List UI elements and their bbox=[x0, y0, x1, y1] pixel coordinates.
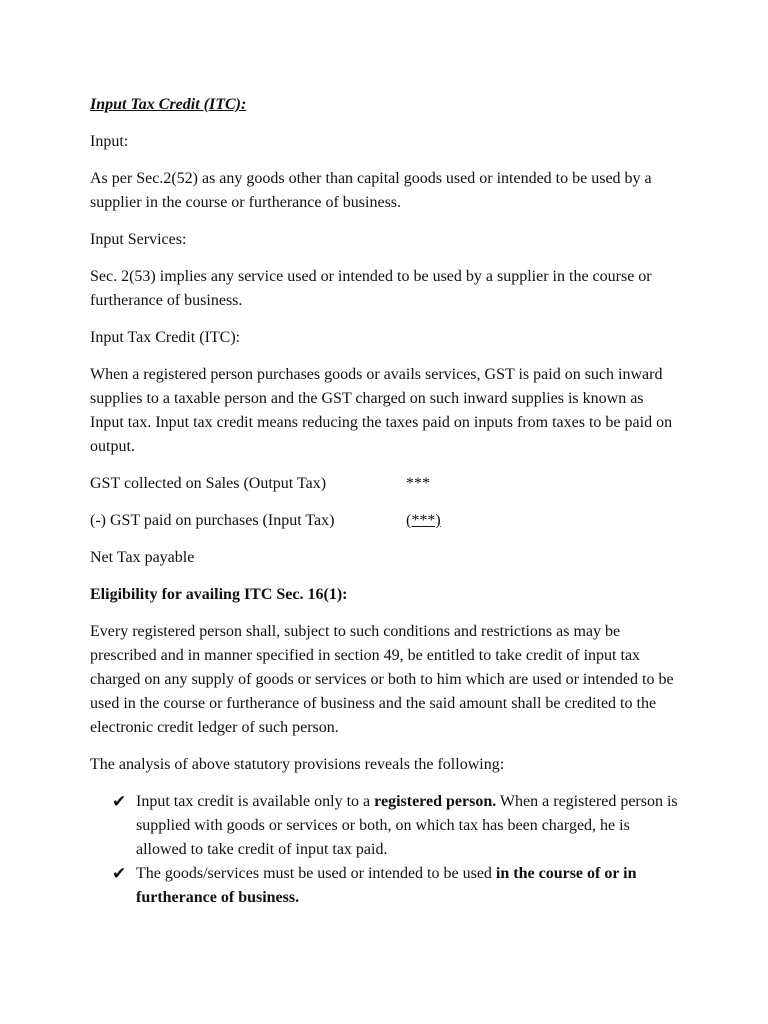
calc-value-input-tax: (***) bbox=[406, 512, 441, 529]
calc-label-input-tax: (-) GST paid on purchases (Input Tax) bbox=[90, 512, 335, 529]
calc-row-net-tax bbox=[90, 546, 680, 570]
analysis-list bbox=[90, 790, 680, 910]
calc-label-output-tax: GST collected on Sales (Output Tax) bbox=[90, 475, 327, 492]
eligibility-heading: Eligibility for availing ITC Sec. 16(1): bbox=[90, 586, 348, 603]
eligibility-text: Every registered person shall, subject to such conditions and restrictions as may be prescribed and in manner specified in section 49, be entitled to take credit of input tax charged on any supply of goods or services or both to him which are used or intended to be used in the course or furtherance of business and the said amount shall be credited to the electronic credit ledger of such person. bbox=[90, 623, 674, 736]
list-item bbox=[112, 862, 680, 910]
document-page bbox=[90, 93, 680, 910]
calc-row-output-tax bbox=[90, 472, 680, 496]
list-item bbox=[112, 790, 680, 862]
bullet-2-bold: in the course of or in furtherance of business. bbox=[136, 865, 637, 906]
input-definition: As per Sec.2(52) as any goods other than capital goods used or intended to be used by a supplier in the course or furtherance of business. bbox=[90, 170, 652, 211]
itc-definition: When a registered person purchases goods or avails services, GST is paid on such inward supplies to a taxable person and the GST charged on such inward supplies is known as Input tax. Input tax credit means reducing the taxes paid on inputs from taxes to be paid on output. bbox=[90, 366, 673, 455]
bullet-1-post: When a registered person is supplied with goods or services or both, on which tax has been charged, he is allowed to take credit of input tax paid. bbox=[136, 793, 678, 858]
input-services-definition: Sec. 2(53) implies any service used or intended to be used by a supplier in the course or furtherance of business. bbox=[90, 268, 652, 309]
bullet-1-bold: registered person. bbox=[374, 793, 497, 810]
input-services-label: Input Services: bbox=[90, 231, 187, 248]
calc-value-output-tax: *** bbox=[406, 475, 430, 492]
doc-heading: Input Tax Credit (ITC): bbox=[90, 96, 247, 113]
calc-row-input-tax bbox=[90, 509, 680, 533]
bullet-2-pre: The goods/services must be used or intended to be used bbox=[136, 865, 496, 882]
analysis-intro: The analysis of above statutory provisions reveals the following: bbox=[90, 756, 505, 773]
itc-label: Input Tax Credit (ITC): bbox=[90, 329, 241, 346]
bullet-1-pre: Input tax credit is available only to a bbox=[136, 793, 375, 810]
input-label: Input: bbox=[90, 133, 129, 150]
check-icon: ✔ bbox=[112, 792, 127, 812]
calc-label-net-tax: Net Tax payable bbox=[90, 549, 195, 566]
check-icon: ✔ bbox=[112, 864, 127, 884]
